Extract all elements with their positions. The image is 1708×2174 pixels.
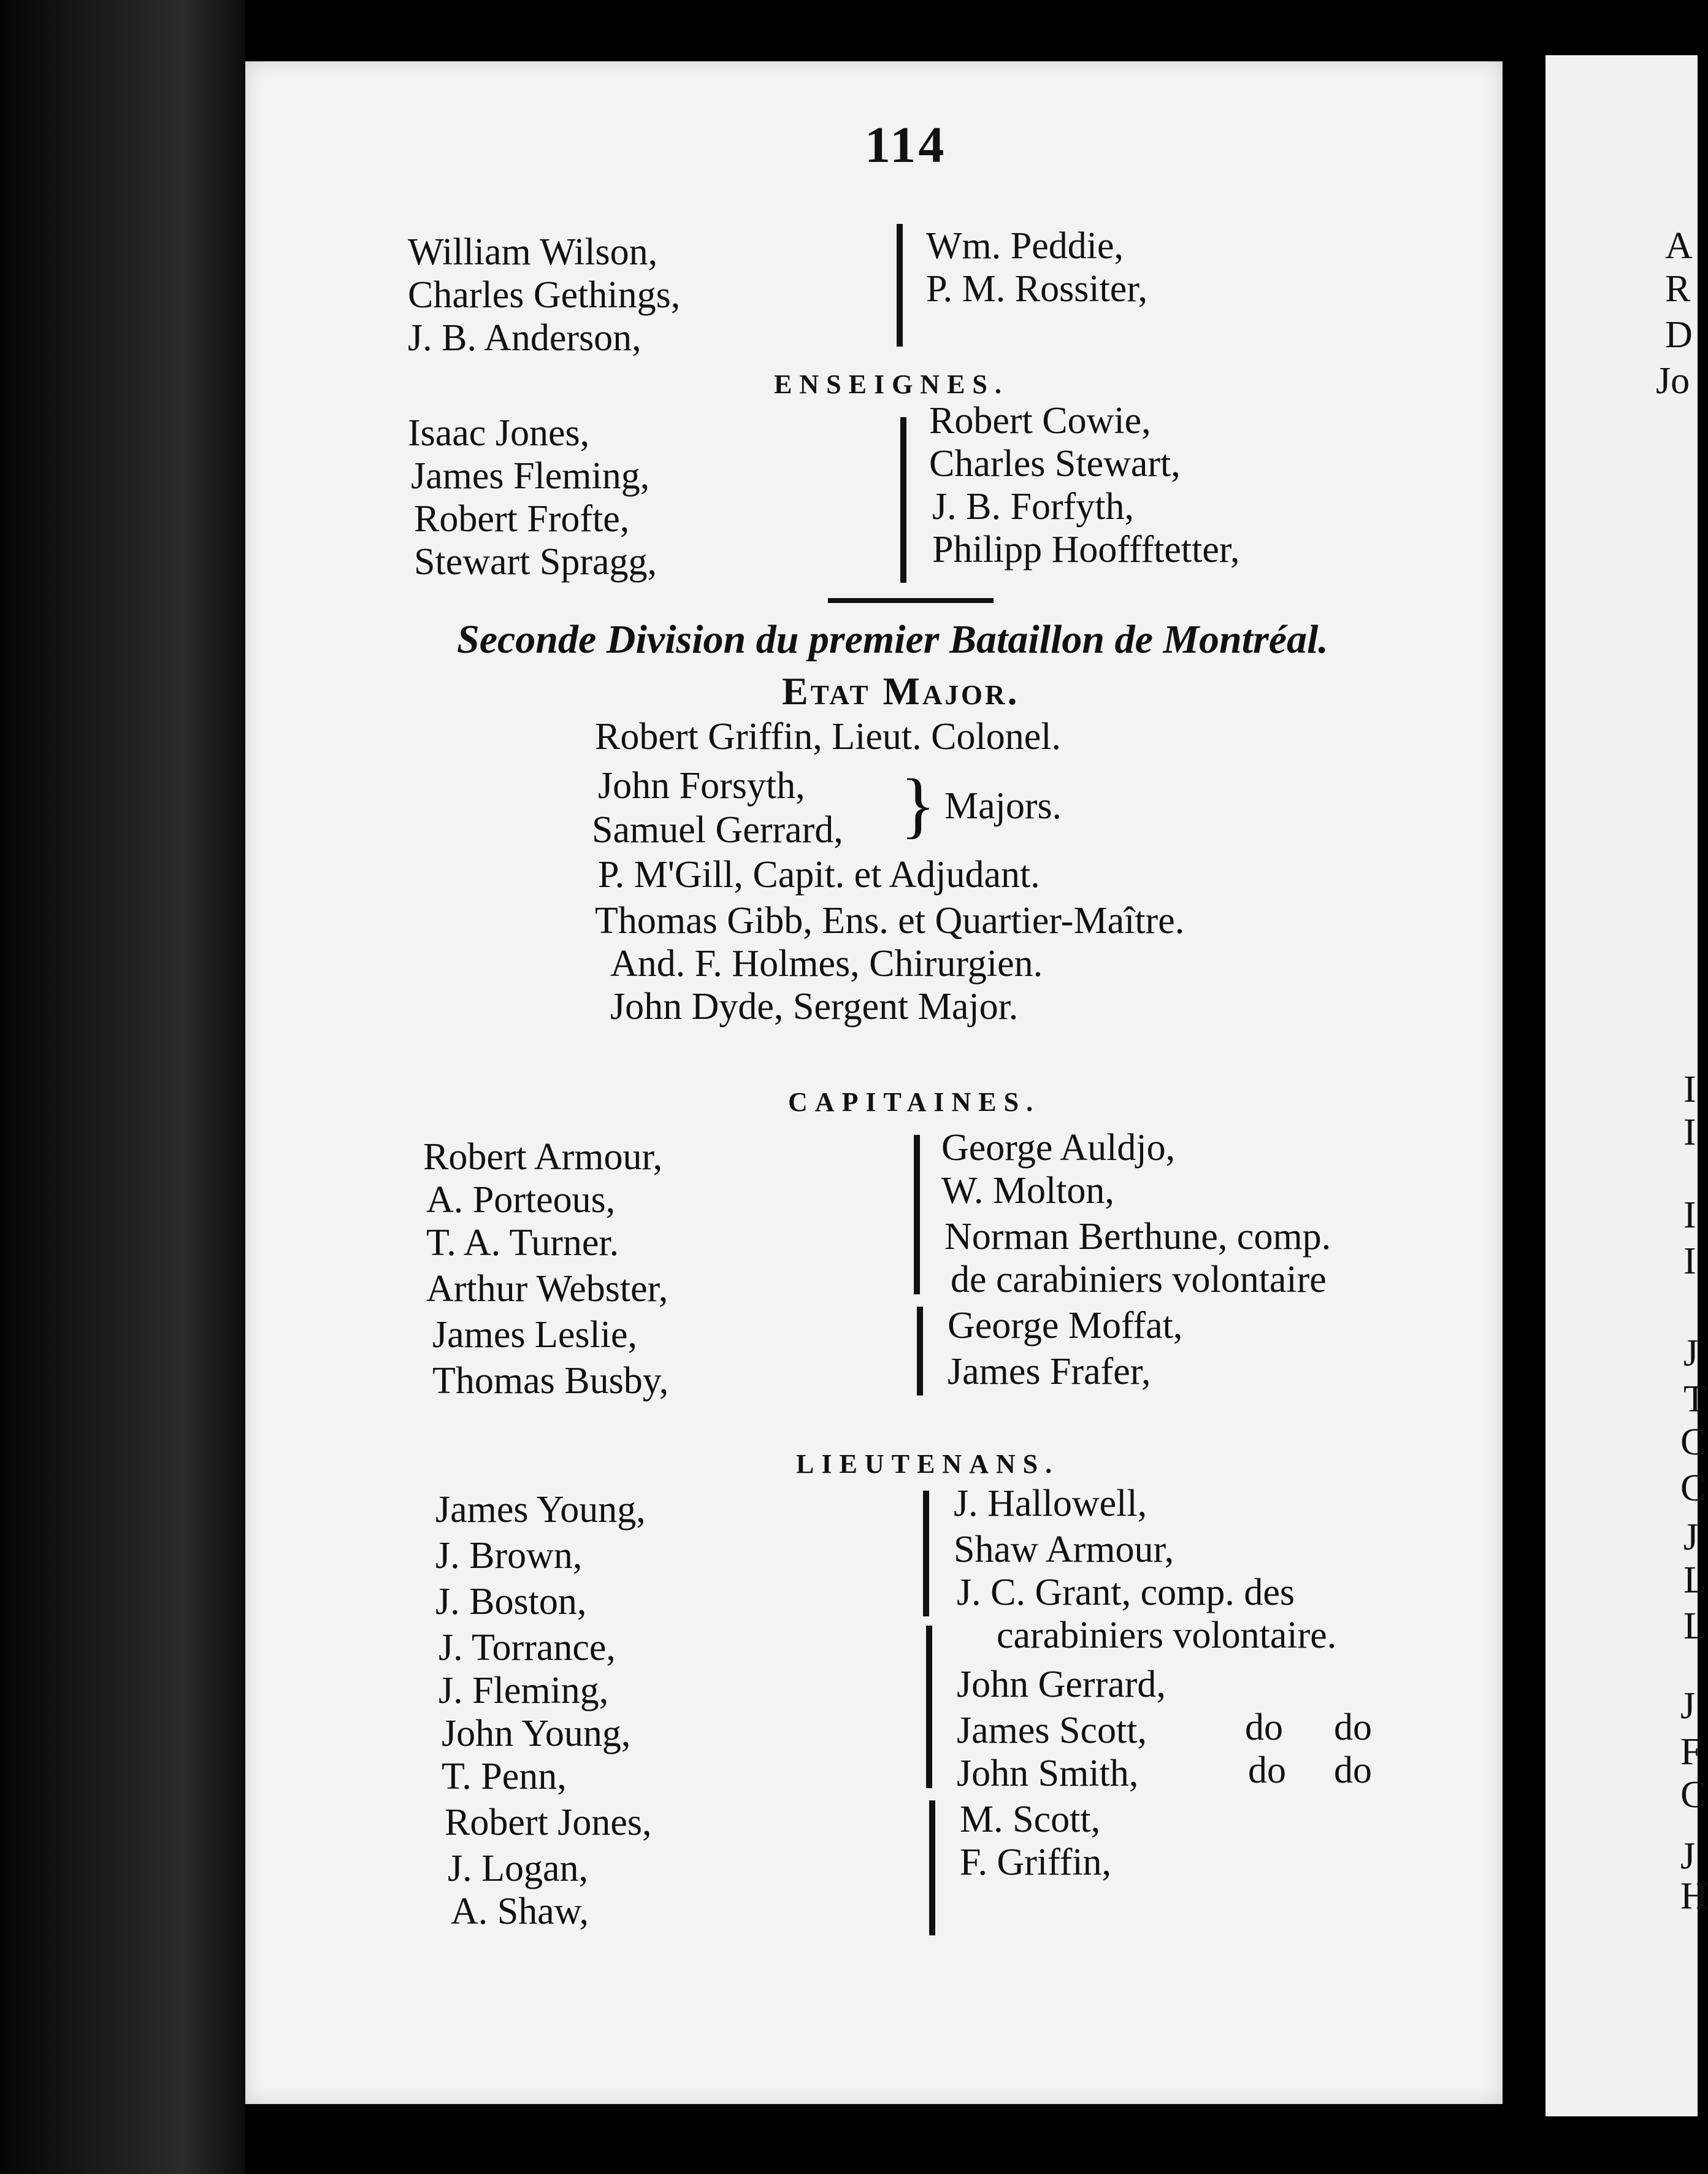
officer-name: James Young, (435, 1489, 646, 1531)
section-heading-lieutenans: LIEUTENANS. (796, 1449, 1060, 1479)
next-page-fragment: R (1665, 268, 1691, 310)
staff-line: And. F. Holmes, Chirurgien. (610, 943, 1043, 985)
ditto-mark: do (1248, 1750, 1286, 1791)
brace-symbol: } (900, 764, 936, 845)
next-page-fragment: F (1680, 1731, 1702, 1773)
column-divider (929, 1800, 935, 1935)
officer-name: Stewart Spragg, (414, 541, 657, 583)
next-page-fragment: J (1680, 1685, 1696, 1727)
section-rule (828, 598, 994, 603)
ditto-mark: do (1334, 1707, 1372, 1748)
officer-name: Isaac Jones, (408, 412, 590, 454)
ditto-mark: do (1245, 1707, 1283, 1748)
officer-name: James Leslie, (432, 1314, 638, 1356)
officer-name: James Fleming, (411, 455, 650, 497)
officer-name: T. Penn, (442, 1756, 567, 1797)
officer-name: de carabiniers volontaire (951, 1259, 1327, 1300)
officer-name: carabiniers volontaire. (997, 1615, 1337, 1656)
next-page-fragment: J (1683, 1516, 1699, 1558)
next-page-fragment: H (1680, 1875, 1708, 1917)
officer-name: Wm. Peddie, (926, 225, 1124, 267)
staff-line: Thomas Gibb, Ens. et Quartier-Maître. (595, 900, 1185, 942)
staff-line: P. M'Gill, Capit. et Adjudant. (598, 854, 1040, 896)
officer-name: Charles Gethings, (408, 274, 681, 316)
officer-name: Robert Frofte, (414, 498, 630, 540)
ditto-mark: do (1334, 1750, 1372, 1791)
next-page-fragment: C (1680, 1467, 1706, 1509)
section-heading-enseignes: ENSEIGNES. (774, 369, 1009, 399)
officer-name: John Smith, (957, 1753, 1139, 1794)
next-page-fragment: I (1683, 1112, 1696, 1153)
column-divider (923, 1491, 929, 1616)
staff-line: John Dyde, Sergent Major. (610, 986, 1019, 1027)
officer-name: Shaw Armour, (954, 1529, 1174, 1570)
staff-line: John Forsyth, (598, 765, 805, 807)
officer-name: Philipp Hooffftetter, (932, 529, 1240, 570)
next-page-fragment: I (1683, 1069, 1696, 1110)
officer-name: William Wilson, (408, 231, 658, 273)
officer-name: Robert Jones, (445, 1802, 652, 1843)
next-page-fragment: L (1683, 1559, 1707, 1601)
officer-name: J. Hallowell, (954, 1483, 1147, 1524)
officer-name: J. Boston, (435, 1581, 587, 1623)
staff-line: Robert Griffin, Lieut. Colonel. (595, 716, 1061, 758)
officer-name: A. Shaw, (451, 1891, 589, 1932)
officer-name: A. Porteous, (426, 1179, 616, 1221)
officer-name: J. Torrance, (438, 1627, 616, 1669)
officer-name: John Gerrard, (957, 1664, 1166, 1705)
officer-name: J. Logan, (448, 1848, 589, 1889)
officer-name: P. M. Rossiter, (926, 268, 1147, 310)
officer-name: George Auldjo, (941, 1127, 1176, 1169)
officer-name: Arthur Webster, (426, 1268, 668, 1310)
officer-name: James Frafer, (948, 1351, 1151, 1392)
next-page-fragment: I (1683, 1240, 1696, 1282)
officer-name: J. B. Forfyth, (932, 486, 1134, 528)
majors-label: Majors. (944, 785, 1062, 827)
officer-name: J. C. Grant, comp. des (957, 1572, 1295, 1613)
officer-name: George Moffat, (948, 1305, 1183, 1346)
column-divider (914, 1135, 920, 1294)
next-page-fragment: C (1680, 1421, 1706, 1463)
next-page-fragment: J (1683, 1332, 1699, 1374)
next-page-fragment: J (1680, 1835, 1696, 1877)
officer-name: Robert Armour, (423, 1136, 663, 1178)
next-page-fragment: I (1683, 1194, 1696, 1236)
officer-name: John Young, (442, 1713, 631, 1754)
officer-name: Thomas Busby, (432, 1360, 669, 1402)
section-heading-capitaines: CAPITAINES. (788, 1087, 1041, 1117)
officer-name: J. Brown, (435, 1535, 583, 1577)
staff-line: Samuel Gerrard, (592, 809, 843, 851)
column-divider (897, 224, 903, 347)
next-page-fragment: C (1680, 1774, 1706, 1816)
officer-name: T. A. Turner. (426, 1222, 619, 1264)
officer-name: James Scott, (957, 1710, 1147, 1751)
column-divider (900, 417, 906, 583)
officer-name: M. Scott, (960, 1799, 1101, 1840)
book-spine (0, 0, 245, 2174)
column-divider (926, 1626, 932, 1788)
division-title: Seconde Division du premier Bataillon de Montréal. (457, 617, 1328, 662)
next-page-fragment: Jo (1656, 360, 1690, 402)
officer-name: W. Molton, (941, 1170, 1114, 1212)
next-page-fragment: A (1665, 225, 1693, 267)
page-number: 114 (865, 117, 947, 174)
officer-name: Robert Cowie, (929, 400, 1151, 442)
officer-name: J. Fleming, (438, 1670, 609, 1711)
column-divider (917, 1307, 923, 1396)
next-page-fragment: L (1683, 1605, 1707, 1647)
officer-name: Charles Stewart, (929, 443, 1181, 485)
officer-name: J. B. Anderson, (408, 317, 641, 359)
next-page-fragment: T (1683, 1378, 1707, 1420)
officer-name: F. Griffin, (960, 1842, 1112, 1883)
book-page (245, 61, 1503, 2104)
section-heading-etat-major: Etat Major. (782, 669, 1020, 713)
next-page-fragment: D (1665, 314, 1693, 356)
officer-name: Norman Berthune, comp. (944, 1216, 1331, 1258)
